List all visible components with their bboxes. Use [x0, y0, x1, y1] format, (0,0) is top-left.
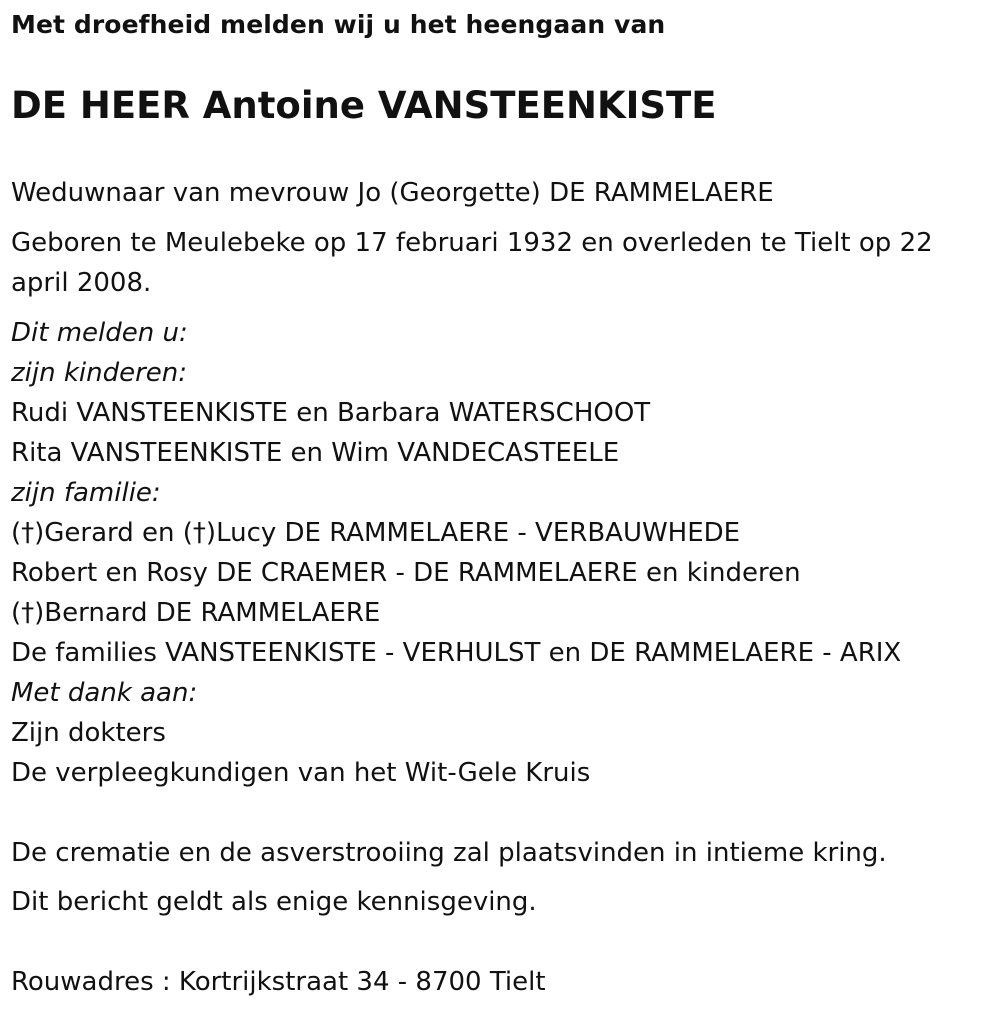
- notice-line: Dit bericht geldt als enige kennisgeving.: [11, 887, 537, 917]
- thanks-label: Met dank aan:: [11, 678, 198, 708]
- birth-death-line: Geboren te Meulebeke op 17 februari 1932 en overleden te Tielt op 22 april 2008.: [11, 228, 933, 298]
- family-label: zijn familie:: [11, 478, 161, 508]
- children-label: zijn kinderen:: [11, 358, 188, 388]
- thanks-line: De verpleegkundigen van het Wit-Gele Kruis: [11, 758, 591, 788]
- child-line: Rita VANSTEENKISTE en Wim VANDECASTEELE: [11, 438, 620, 468]
- child-line: Rudi VANSTEENKISTE en Barbara WATERSCHOOT: [11, 398, 651, 428]
- cremation-line: De crematie en de asverstrooiing zal plaatsvinden in intieme kring.: [11, 838, 887, 868]
- intro-heading: Met droefheid melden wij u het heengaan van: [11, 10, 666, 39]
- widower-line: Weduwnaar van mevrouw Jo (Georgette) DE RAMMELAERE: [11, 178, 774, 208]
- thanks-line: Zijn dokters: [11, 718, 166, 748]
- family-line: De families VANSTEENKISTE - VERHULST en DE RAMMELAERE - ARIX: [11, 638, 902, 668]
- deceased-name: DE HEER Antoine VANSTEENKISTE: [11, 84, 717, 127]
- family-line: (†)Gerard en (†)Lucy DE RAMMELAERE - VERBAUWHEDE: [11, 518, 741, 548]
- address-line: Rouwadres : Kortrijkstraat 34 - 8700 Tielt: [11, 967, 546, 997]
- family-line: Robert en Rosy DE CRAEMER - DE RAMMELAERE en kinderen: [11, 558, 801, 588]
- announced-by-label: Dit melden u:: [11, 318, 188, 348]
- family-line: (†)Bernard DE RAMMELAERE: [11, 598, 381, 628]
